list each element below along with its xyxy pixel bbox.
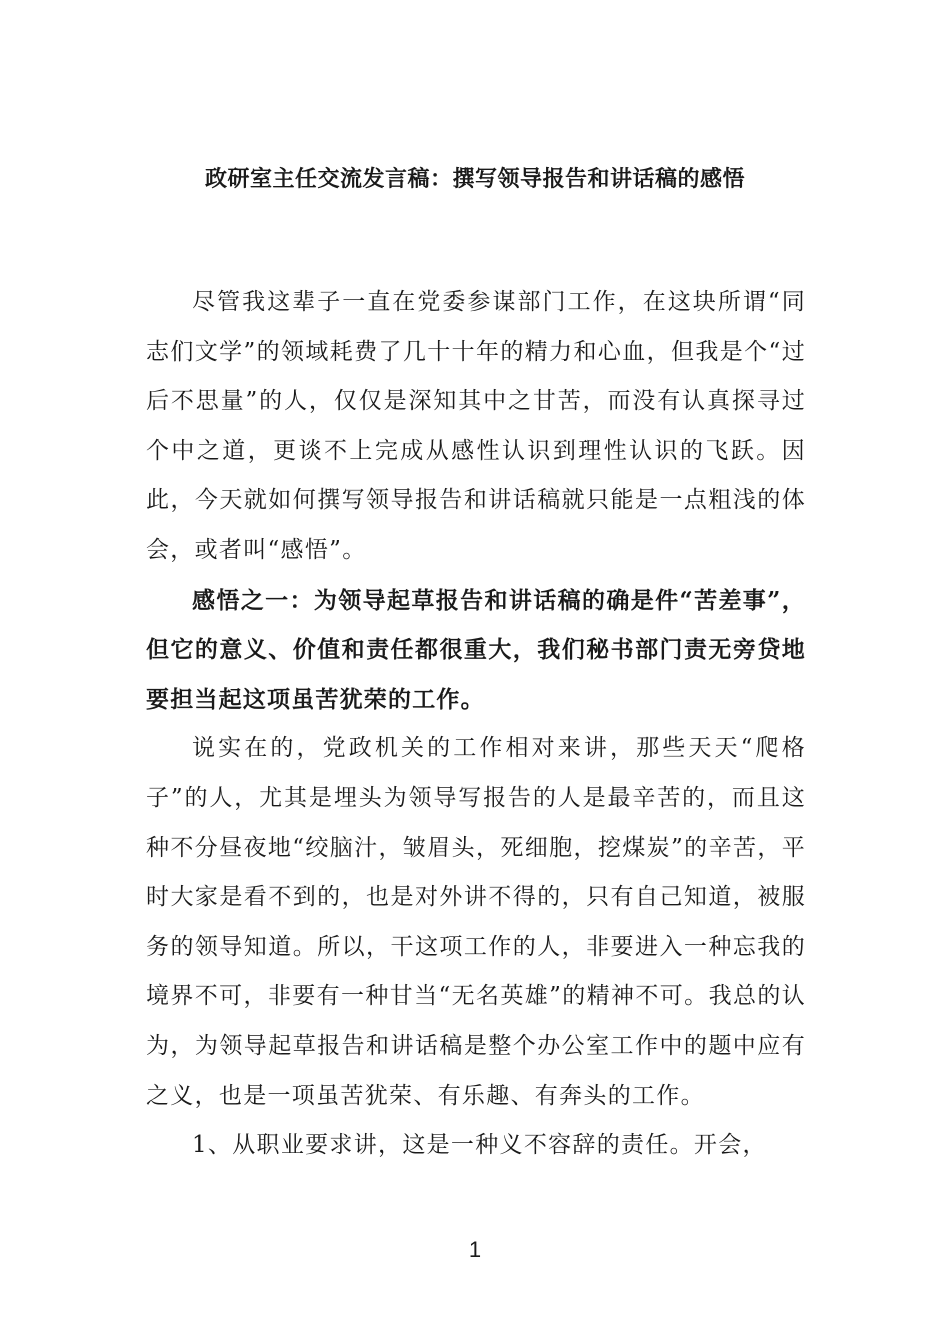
document-body xyxy=(146,278,806,1171)
paragraph-point-one: 1、从职业要求讲，这是一种义不容辞的责任。开会， xyxy=(192,1132,767,1159)
page-number: 1 xyxy=(468,1237,482,1262)
paragraph-body: 说实在的，党政机关的工作相对来讲，那些天天“爬格子”的人，尤其是埋头为领导写报告的人是最辛苦的，而且这种不分昼夜地“绞脑汁，皱眉头，死细胞，挖煤炭”的辛苦，平时大家是看不到的，也是对外讲不得的，只有自己知道，被服务的领导知道。所以，干这项工作的人，非要进入一种忘我的境界不可，非要有一种甘当“无名英雄”的精神不可。我总的认为，为领导起草报告和讲话稿是整个办公室工作中的题中应有之义，也是一项虽苦犹荣、有乐趣、有奔头的工作。 xyxy=(146,735,806,1109)
paragraph-intro: 尽管我这辈子一直在党委参谋部门工作，在这块所谓“同志们文学”的领域耗费了几十十年的精力和心血，但我是个“过后不思量”的人，仅仅是深知其中之甘苦，而没有认真探寻过个中之道，更谈不上完成从感性认识到理性认识的飞跃。因此，今天就如何撰写领导报告和讲话稿就只能是一点粗浅的体会，或者叫“感悟”。 xyxy=(146,289,806,563)
paragraph-insight-heading: 感悟之一：为领导起草报告和讲话稿的确是件“苦差事”，但它的意义、价值和责任都很重大，我们秘书部门责无旁贷地要担当起这项虽苦犹荣的工作。 xyxy=(146,586,806,713)
document-title: 政研室主任交流发言稿：撰写领导报告和讲话稿的感悟 xyxy=(204,166,745,192)
